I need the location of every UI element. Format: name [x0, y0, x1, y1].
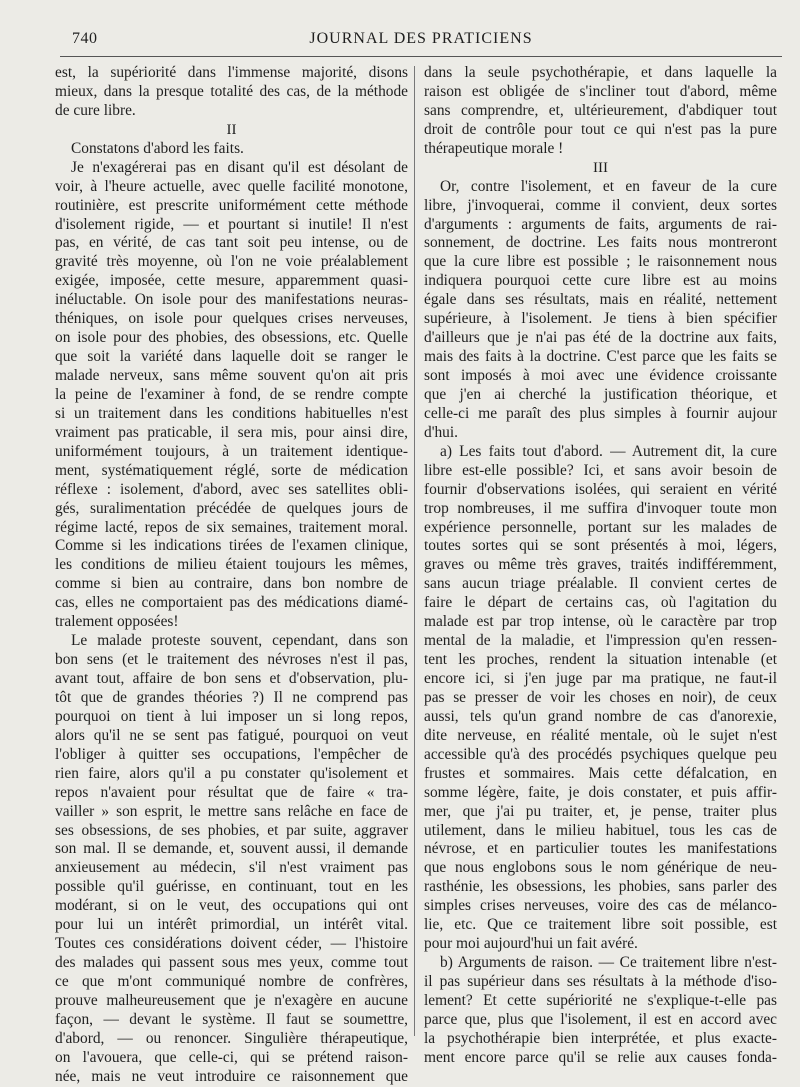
text-line: façon, — devant le système. Il faut se soumettre,	[55, 1010, 408, 1028]
text-line: sonnement, de doctrine. Les faits nous montreront	[424, 234, 777, 252]
text-line: frustes et sommaires. Mais cette défalcation, en	[424, 764, 777, 782]
text-line: d'abord, — ou renoncer. Singulière thérapeutique,	[55, 1029, 408, 1047]
text-line: supérieure, à l'isolement. Je tiens à bien spécifier	[424, 310, 777, 328]
text-line: inéluctable. On isole pour des manifestations neuras-	[55, 291, 408, 309]
text-line: aussi, tels qu'un grand nombre de cas d'anorexie,	[424, 707, 777, 725]
text-line: encore ici, si j'en juge par ma pratique, ne faut-il	[424, 670, 777, 687]
text-line: rien faire, alors qu'il a pu constater qu'isolement et	[55, 764, 408, 782]
text-line: tôt que de grandes théories ?) Il ne comprend pas	[55, 688, 408, 706]
text-line: II	[226, 121, 237, 138]
text-line: a) Les faits tout d'abord. — Autrement dit, la cure	[440, 442, 777, 460]
text-line: ment encore parce qu'il se relie aux causes fonda-	[424, 1048, 777, 1066]
text-line: possible qu'il guérisse, en continuant, tout en les	[55, 878, 408, 896]
header-rule	[60, 56, 782, 57]
text-line: névrose, et en particulier toutes les manifestations	[424, 840, 777, 858]
text-line: mer, que j'ai pu traiter, et, je pense, traiter plus	[424, 802, 777, 820]
text-line: bon sens (et le traitement des névroses n'est il pas,	[55, 651, 408, 669]
page-number: 740	[72, 30, 98, 47]
text-line: Constatons d'abord les faits.	[71, 139, 244, 157]
text-line: est, la supériorité dans l'immense majorité, disons	[55, 64, 408, 81]
text-line: d'ailleurs que je n'ai pas été de la doctrine aux faits,	[424, 329, 777, 347]
text-line: prouve malheureusement que je n'exagère en aucune	[55, 991, 408, 1009]
text-line: voir, à l'heure actuelle, avec quelle facilité monotone,	[55, 177, 408, 195]
text-line: gés, suralimentation précédée de quelques jours de	[55, 499, 408, 517]
text-line: des malades qui passent sous mes yeux, comme tout	[55, 954, 408, 972]
text-line: Le malade proteste souvent, cependant, dans son	[71, 632, 408, 650]
text-line: utilement, dans le milieu habituel, tous les cas de	[424, 821, 777, 839]
column-divider	[414, 66, 415, 1036]
text-line: née, mais ne veut introduire ce raisonnement que	[55, 1067, 408, 1085]
text-line: d'arguments : arguments de faits, arguments de rai-	[424, 215, 777, 233]
text-line: celle-ci me paraît des plus simples à fournir aujour	[424, 404, 777, 422]
text-line: b) Arguments de raison. — Ce traitement libre n'est-	[440, 954, 777, 972]
text-line: sont imposés à moi avec une évidence croissante	[424, 367, 777, 384]
text-line: mais des faits à la doctrine. C'est parce que les faits se	[424, 348, 777, 366]
text-line: Or, contre l'isolement, et en faveur de la cure	[440, 177, 777, 195]
text-line: ment, systématiquement réglé, sorte de médication	[55, 461, 408, 479]
text-line: somme légère, faite, je dois constater, et puis affir-	[424, 783, 777, 801]
text-line: que la cure libre est possible ; le raisonnement nous	[424, 253, 777, 271]
text-line: accessible qu'à des procédés psychiques quelque peu	[424, 745, 777, 763]
running-head	[60, 30, 782, 52]
text-line: de cure libre.	[55, 101, 136, 119]
text-line: égale dans ses résultats, mais en réalité, nettement	[424, 291, 777, 309]
left-column	[55, 64, 408, 1087]
text-line: raison est obligée de s'incliner tout d'abord, même	[424, 82, 777, 100]
text-line: il pas supérieur dans ses résultats à la méthode d'iso-	[424, 973, 777, 990]
text-line: la psychothérapie bien interprétée, et plus exacte-	[424, 1029, 777, 1047]
text-line: droit de contrôle pour tout ce qui n'est pas la pure	[424, 120, 777, 138]
text-line: mieux, dans la presque totalité des cas, de la méthode	[55, 82, 408, 100]
text-line: pour moi aujourd'hui un fait avéré.	[424, 935, 638, 953]
text-line: régime lacté, repos de six semaines, traitement moral.	[55, 518, 408, 536]
text-line: ce que m'ont communiqué nombre de confrères,	[55, 973, 408, 990]
text-line: faire le départ de certains cas, où l'agitation du	[424, 594, 777, 612]
text-line: routinière, est prescrite uniformément cette méthode	[55, 196, 408, 214]
text-line: graves ou même très graves, traités indifféremment,	[424, 556, 777, 574]
text-line: on l'avouera, que celle-ci, qui se prétend raison-	[55, 1048, 408, 1066]
text-line: pas, en vérité, de cas tant soit peu intense, ou de	[55, 234, 408, 252]
text-line: son mal. Il se demande, et, souvent aussi, il demande	[55, 840, 408, 858]
text-line: anxieusement au médecin, s'il n'est vraiment pas	[55, 859, 408, 877]
text-line: sans comprendre, et, ultérieurement, d'abdiquer tout	[424, 101, 777, 119]
text-line: modérant, si on le veut, des occupations qui ont	[55, 897, 408, 915]
text-line: parce que, plus que l'isolement, il est en accord avec	[424, 1010, 777, 1028]
text-line: que nous englobons sous le nom générique de neu-	[424, 859, 777, 877]
text-line: si un traitement dans les conditions habituelles n'est	[55, 404, 408, 422]
text-line: lie, etc. Que ce traitement libre soit possible, est	[424, 916, 777, 934]
text-line: dite nerveuse, en réalité mentale, où le sujet n'est	[424, 726, 777, 744]
text-line: réflexe : isolement, d'abord, avec ses satellites obli-	[55, 480, 408, 498]
text-line: simples crises nerveuses, voire des cas de mélanco-	[424, 897, 777, 915]
text-line: repos n'avaient pour résultat que de faire « tra-	[55, 783, 408, 801]
text-line: thérapeutique morale !	[424, 139, 564, 157]
text-line: la peine de l'examiner à fond, de se rendre compte	[55, 385, 408, 403]
text-line: comme si bien au contraire, dans bon nombre de	[55, 575, 408, 593]
text-line: indiquera pourquoi cette cure libre est au moins	[424, 272, 777, 290]
text-line: les conditions de milieu étaient toujours les mêmes,	[55, 556, 408, 574]
text-line: rasthénie, les obsessions, les phobies, sans parler des	[424, 878, 777, 896]
journal-title: JOURNAL DES PRATICIENS	[309, 30, 533, 47]
text-line: alors qu'il ne se sent pas fatigué, pourquoi on veut	[55, 726, 408, 744]
text-line: vailler » son esprit, le mettre sans relâche en face de	[55, 802, 408, 820]
text-line: uniformément toujours, à un traitement identique-	[55, 442, 408, 460]
text-line: lement? Et cette supériorité ne s'explique-t-elle pas	[424, 991, 777, 1009]
text-line: Comme si les indications tirées de l'examen clinique,	[55, 537, 408, 555]
text-line: libre, j'invoquerai, comme il convient, deux sortes	[424, 196, 777, 214]
text-line: exigée, imposée, cette mesure, apparemment quasi-	[55, 272, 408, 290]
text-line: expérience personnelle, portant sur les malades de	[424, 518, 777, 536]
text-line: III	[593, 159, 608, 176]
text-line: dans la seule psychothérapie, et dans laquelle la	[424, 64, 777, 81]
text-line: théniques, on isole pour quelques crises nerveuses,	[55, 310, 408, 328]
text-line: cas, elles ne comportaient pas des médications diamé-	[55, 594, 408, 612]
text-line: sans aucun triage préalable. Il convient certes de	[424, 575, 777, 593]
right-column	[424, 64, 777, 1068]
text-line: d'hui.	[424, 423, 458, 441]
text-line: Je n'exagérerai pas en disant qu'il est désolant de	[71, 158, 408, 176]
text-line: fournir d'observations isolées, qui seraient en vérité	[424, 480, 777, 498]
text-line: pas se presser de voir les choses en noir), de ceux	[424, 688, 777, 706]
text-line: trop nombreuses, il me suffira d'invoquer toute mon	[424, 499, 777, 517]
text-line: mental de la maladie, et l'impression qu'en ressen-	[424, 632, 777, 650]
text-line: malade nerveux, sans même souvent qu'on ait pris	[55, 367, 408, 384]
text-line: que j'en ai cherché la justification théorique, et	[424, 385, 777, 403]
text-line: vraiment pas praticable, il sera mis, pour ainsi dire,	[55, 423, 408, 441]
text-line: Toutes ces considérations doivent céder, — l'histoire	[55, 935, 408, 953]
text-line: pourquoi on tient à lui imposer un si long repos,	[55, 707, 408, 725]
text-line: on isole pour des phobies, des obsessions, etc. Quelle	[55, 329, 408, 347]
text-line: tent les proches, rendent la situation intenable (et	[424, 651, 777, 669]
text-line: que soit la variété dans laquelle doit se ranger le	[55, 348, 408, 366]
text-line: gravité très moyenne, où l'on ne voie préalablement	[55, 253, 408, 271]
text-line: l'obliger à quitter ses occupations, l'empêcher de	[55, 745, 408, 763]
text-line: malade est par trop intense, où le caractère par trop	[424, 613, 777, 631]
text-line: d'isolement rigide, — et pourtant si inutile! Il n'est	[55, 215, 408, 233]
text-line: pour lui un intérêt primordial, un intérêt vital.	[55, 916, 408, 934]
text-line: ses obsessions, de ses phobies, et par suite, aggraver	[55, 821, 408, 839]
text-line: avant tout, affaire de bon sens et d'observation, plu-	[55, 670, 408, 687]
text-line: libre est-elle possible? Ici, et sans avoir besoin de	[424, 461, 777, 479]
text-line: tralement opposées!	[55, 613, 179, 631]
text-line: toutes sortes qui se sont présentés à moi, légers,	[424, 537, 777, 555]
